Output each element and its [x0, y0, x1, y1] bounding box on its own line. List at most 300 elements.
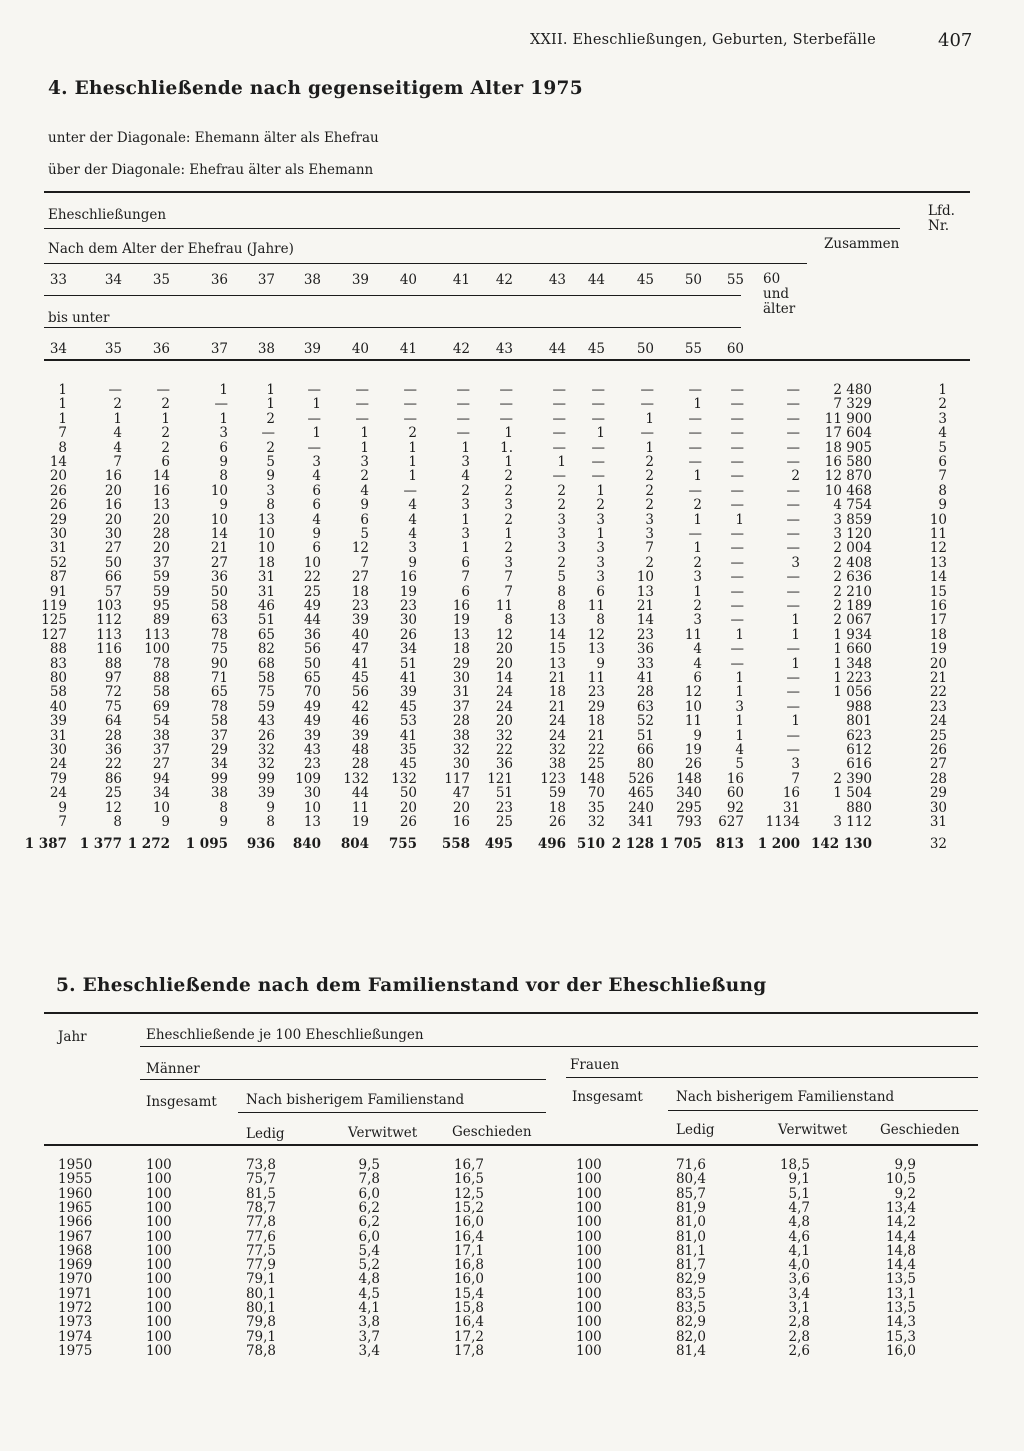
table4-title: 4. Eheschließende nach gegenseitigem Alter 1975	[48, 78, 583, 99]
table4-cell: 27	[210, 554, 228, 571]
table4-cell: 24	[548, 713, 566, 730]
table4-cell: 6	[360, 511, 369, 528]
table4-cell: 23	[587, 684, 605, 701]
table4-cell: 39	[49, 713, 67, 730]
table4-cell: —	[786, 583, 800, 600]
table5-women-cell: 14,3	[885, 1314, 916, 1331]
table4-cell: 1	[693, 511, 702, 528]
table5-rule-4-women	[668, 1110, 978, 1111]
table4-cell: —	[688, 454, 702, 470]
table5-men-cell: 15,2	[453, 1199, 484, 1216]
table5-men-cell: 100	[146, 1342, 172, 1359]
table4-cell: 1	[266, 396, 275, 413]
table4-rule-3	[44, 263, 807, 264]
table4-cell: 32	[257, 742, 275, 758]
table4-cell: 36	[636, 641, 654, 658]
table4-cell: 8	[219, 799, 228, 816]
table4-cell: 7	[113, 454, 122, 470]
table4-cell: —	[786, 511, 800, 528]
table4-header-bottom-rule	[44, 359, 970, 361]
table5-women-cell: 4,6	[788, 1228, 810, 1245]
table5-head-geschieden-men: Geschieden	[452, 1124, 532, 1140]
table4-cell: 26	[684, 756, 702, 773]
table4-cell: —	[786, 425, 800, 442]
table4-cell: —	[552, 382, 566, 398]
table4-cell: 6	[312, 497, 321, 514]
table5-women-cell: 13,4	[885, 1199, 916, 1216]
table4-cell: 19	[684, 742, 702, 758]
table4-cell: 3	[360, 454, 369, 470]
table4-cell: —	[552, 396, 566, 413]
table4-total: 616	[846, 756, 872, 773]
table-row	[0, 556, 1024, 570]
table4-cell: 83	[49, 655, 67, 672]
table4-cell: —	[591, 439, 605, 456]
table5-women-cell: 100	[576, 1257, 602, 1274]
table4-cell: 41	[399, 727, 417, 744]
table4-cell: 28	[152, 526, 170, 542]
table4-row-nr: 19	[929, 641, 947, 658]
table4-cell: 9	[408, 554, 417, 571]
table4-cell: 3	[693, 569, 702, 586]
table4-cell: 2	[645, 468, 654, 485]
table4-cell: 793	[676, 814, 702, 830]
table4-total: 1 934	[833, 626, 872, 643]
table4-cell: 13	[152, 497, 170, 514]
table5-women-cell: 100	[576, 1314, 602, 1331]
table4-cell: 59	[257, 698, 275, 715]
table-row	[0, 1158, 1024, 1172]
table4-cell: 39	[399, 684, 417, 701]
table4-cell: 78	[210, 698, 228, 715]
table4-total: 2 210	[833, 583, 872, 600]
table4-age-to: 50	[636, 341, 654, 357]
table4-cell: 99	[257, 770, 275, 787]
table4-cell: 31	[49, 727, 67, 744]
table4-cell: 2	[557, 482, 566, 499]
table4-cell: 29	[49, 511, 67, 528]
table4-cell: —	[499, 410, 513, 427]
table-row	[0, 1201, 1024, 1215]
table4-cell: —	[786, 727, 800, 744]
table4-cell: 3	[504, 497, 513, 514]
table-row	[0, 671, 1024, 685]
table4-cell: 16	[104, 468, 122, 485]
table4-cell: 9	[312, 526, 321, 542]
table5-women-cell: 82,9	[675, 1314, 706, 1331]
table4-cell: 1	[504, 425, 513, 442]
table-row	[0, 1230, 1024, 1244]
table4-cell: 7	[461, 569, 470, 586]
table4-cell: 9	[219, 497, 228, 514]
table4-cell: —	[591, 454, 605, 470]
table5-women-cell: 4,1	[788, 1242, 810, 1259]
table5-women-cell: 5,1	[788, 1185, 810, 1202]
table4-cell: 10	[152, 799, 170, 816]
table4-cell: 2	[266, 410, 275, 427]
table4-age-from: 42	[495, 272, 513, 288]
table4-cell: —	[456, 396, 470, 413]
table4-cell: —	[552, 439, 566, 456]
table5-women-cell: 81,0	[675, 1214, 706, 1231]
table4-cell: —	[552, 410, 566, 427]
table4-cell: 22	[104, 756, 122, 773]
table4-cell: 20	[152, 540, 170, 557]
table4-cell: —	[456, 410, 470, 427]
table4-cell: 18	[548, 684, 566, 701]
table4-total-cell: 755	[388, 836, 417, 852]
table4-cell: —	[730, 382, 744, 398]
table4-cell: 26	[49, 482, 67, 499]
table4-cell: 72	[104, 684, 122, 701]
table4-cell: 4	[312, 468, 321, 485]
table5-year: 1966	[58, 1214, 93, 1231]
table4-cell: 9	[266, 468, 275, 485]
table4-row-nr: 4	[938, 425, 947, 442]
table4-cell: —	[591, 382, 605, 398]
table5-women-cell: 81,4	[675, 1342, 706, 1359]
table4-age-to: 36	[152, 341, 170, 357]
table4-cell: 80	[636, 756, 654, 773]
table4-cell: 8	[113, 814, 122, 830]
table4-cell: 82	[257, 641, 275, 658]
table4-cell: 30	[303, 785, 321, 802]
table4-cell: 1	[735, 626, 744, 643]
table4-cell: 16	[452, 598, 470, 614]
table4-cell: 58	[210, 598, 228, 614]
table4-cell: 35	[399, 742, 417, 758]
table4-cell: —	[688, 482, 702, 499]
table4-cell: —	[591, 468, 605, 485]
table4-row-nr: 21	[929, 670, 947, 686]
table5-women-cell: 100	[576, 1242, 602, 1259]
table4-cell: 10	[210, 511, 228, 528]
table5-men-cell: 79,1	[245, 1271, 276, 1288]
table4-cell: 240	[628, 799, 654, 816]
table4-total: 2 067	[833, 612, 872, 629]
table4-cell: 18	[452, 641, 470, 658]
table4-cell: 2	[504, 468, 513, 485]
table4-cell: 94	[152, 770, 170, 787]
table4-cell: —	[786, 382, 800, 398]
table4-cell: —	[786, 396, 800, 413]
table4-row-nr: 11	[929, 526, 947, 542]
table4-cell: 97	[104, 670, 122, 686]
table4-cell: 14	[495, 670, 513, 686]
table5-women-cell: 3,6	[788, 1271, 810, 1288]
table5-women-cell: 3,4	[788, 1285, 810, 1302]
table4-cell: 16	[399, 569, 417, 586]
table5-women-cell: 100	[576, 1199, 602, 1216]
table-row	[0, 786, 1024, 800]
table4-cell: —	[786, 684, 800, 701]
table4-cell: —	[355, 382, 369, 398]
table4-cell: 1	[557, 454, 566, 470]
table4-cell: 6	[461, 583, 470, 600]
table4-cell: 3	[219, 425, 228, 442]
table-row	[0, 469, 1024, 483]
table5-women-cell: 13,1	[885, 1285, 916, 1302]
table4-cell: 2	[596, 497, 605, 514]
table5-women-cell: 16,0	[885, 1342, 916, 1359]
table4-cell: 40	[49, 698, 67, 715]
table4-cell: 9	[219, 454, 228, 470]
table4-cell: 25	[104, 785, 122, 802]
table4-cell: 21	[210, 540, 228, 557]
table4-cell: 39	[303, 727, 321, 744]
table4-cell: 14	[152, 468, 170, 485]
table4-cell: 9	[693, 727, 702, 744]
table4-cell: 1	[113, 410, 122, 427]
table4-age-from: 41	[452, 272, 470, 288]
table4-row-nr: 15	[929, 583, 947, 600]
table4-cell: 1	[461, 439, 470, 456]
table-row	[0, 541, 1024, 555]
table4-age-from: 44	[587, 272, 605, 288]
table4-cell: 13	[587, 641, 605, 658]
table4-cell: 22	[587, 742, 605, 758]
table4-cell: —	[261, 425, 275, 442]
table5-year: 1972	[58, 1300, 93, 1316]
table4-cell: —	[307, 382, 321, 398]
table4-cell: 50	[210, 583, 228, 600]
table4-cell: 21	[587, 727, 605, 744]
table4-cell: —	[730, 540, 744, 557]
table4-total: 10 468	[824, 482, 872, 499]
table4-head-bis-unter: bis unter	[48, 310, 110, 326]
table4-cell: 89	[152, 612, 170, 629]
table4-cell: 66	[636, 742, 654, 758]
table4-cell: 28	[636, 684, 654, 701]
table4-age-to: 42	[452, 341, 470, 357]
table5-title: 5. Eheschließende nach dem Familienstand vor der Eheschließung	[56, 975, 767, 996]
table4-cell: 36	[303, 626, 321, 643]
table5-men-cell: 100	[146, 1185, 172, 1202]
table4-cell: 87	[49, 569, 67, 586]
table4-cell: 1	[791, 655, 800, 672]
table4-cell: 20	[495, 641, 513, 658]
table4-total-cell: 2 128	[611, 836, 654, 852]
table4-cell: 117	[444, 770, 470, 787]
table4-cell: 4	[461, 468, 470, 485]
table5-men-cell: 77,9	[245, 1257, 276, 1274]
table5-men-cell: 75,7	[245, 1171, 276, 1188]
table4-cell: —	[403, 482, 417, 499]
table-row	[0, 1272, 1024, 1286]
table4-cell: 6	[461, 554, 470, 571]
table4-cell: 2	[791, 468, 800, 485]
table4-cell: —	[403, 382, 417, 398]
table-row	[0, 1330, 1024, 1344]
table4-cell: 1	[408, 468, 417, 485]
table5-men-cell: 78,8	[245, 1342, 276, 1359]
table4-total-cell: 495	[484, 836, 513, 852]
table4-cell: 8	[266, 497, 275, 514]
table5-women-cell: 2,8	[788, 1314, 810, 1331]
table4-cell: 13	[257, 511, 275, 528]
table5-women-cell: 80,4	[675, 1171, 706, 1188]
table4-row-nr: 14	[929, 569, 947, 586]
table5-women-cell: 15,3	[885, 1328, 916, 1345]
table4-cell: 8	[504, 612, 513, 629]
table4-cell: 43	[303, 742, 321, 758]
table4-cell: —	[786, 742, 800, 758]
table4-cell: 119	[41, 598, 67, 614]
table4-cell: 6	[312, 540, 321, 557]
table4-cell: 1	[693, 468, 702, 485]
table4-cell: —	[786, 526, 800, 542]
table4-age-from: 37	[257, 272, 275, 288]
table4-cell: —	[307, 439, 321, 456]
table4-cell: 148	[579, 770, 605, 787]
table-row	[0, 441, 1024, 455]
table4-cell: 1	[219, 382, 228, 398]
table4-cell: 9	[219, 814, 228, 830]
table4-cell: 3	[557, 526, 566, 542]
table-row	[0, 513, 1024, 527]
table4-cell: 56	[303, 641, 321, 658]
table4-cell: 88	[49, 641, 67, 658]
table4-cell: 3	[596, 511, 605, 528]
table4-cell: 3	[557, 511, 566, 528]
table5-men-cell: 77,5	[245, 1242, 276, 1259]
table4-cell: 22	[303, 569, 321, 586]
table4-cell: 3	[461, 497, 470, 514]
table4-cell: 39	[351, 612, 369, 629]
table4-cell: —	[730, 482, 744, 499]
table4-cell: —	[786, 439, 800, 456]
table4-cell: —	[786, 569, 800, 586]
table4-age-to: 60	[726, 341, 744, 357]
table4-cell: 65	[303, 670, 321, 686]
table5-men-cell: 16,5	[453, 1171, 484, 1188]
table4-cell: 8	[58, 439, 67, 456]
table-row	[0, 484, 1024, 498]
table4-cell: 4	[693, 641, 702, 658]
table4-cell: —	[640, 382, 654, 398]
table5-women-cell: 81,0	[675, 1228, 706, 1245]
table4-cell: 7	[504, 569, 513, 586]
table4-cell: 91	[49, 583, 67, 600]
table4-row-nr: 30	[929, 799, 947, 816]
table4-cell: 2	[461, 482, 470, 499]
table4-cell: 6	[693, 670, 702, 686]
table5-men-cell: 100	[146, 1199, 172, 1216]
table4-cell: 2	[645, 454, 654, 470]
table4-age-from: 39	[351, 272, 369, 288]
table-row	[0, 1315, 1024, 1329]
table4-total-cell: 840	[292, 836, 321, 852]
table-row	[0, 815, 1024, 829]
table4-cell: 1	[219, 410, 228, 427]
table4-cell: 2	[408, 425, 417, 442]
table4-cell: —	[786, 698, 800, 715]
table5-men-cell: 4,8	[358, 1271, 380, 1288]
table4-total: 4 754	[833, 497, 872, 514]
table4-cell: 7	[645, 540, 654, 557]
table4-cell: 60	[726, 785, 744, 802]
table4-total: 2 480	[833, 382, 872, 398]
table4-cell: —	[156, 382, 170, 398]
table4-total-cell: 1 272	[127, 836, 170, 852]
table4-cell: 1	[735, 727, 744, 744]
table4-cell: 88	[104, 655, 122, 672]
table4-cell: —	[499, 382, 513, 398]
table4-cell: 28	[452, 713, 470, 730]
table4-total-cell: 804	[340, 836, 369, 852]
table-row	[0, 383, 1024, 397]
table4-cell: 2	[645, 482, 654, 499]
table4-total-cell: 813	[715, 836, 744, 852]
table4-cell: 31	[257, 583, 275, 600]
table5-men-cell: 4,1	[358, 1300, 380, 1316]
table5-women-cell: 14,4	[885, 1228, 916, 1245]
table-row	[0, 743, 1024, 757]
table4-cell: 45	[351, 670, 369, 686]
table4-cell: 1	[312, 425, 321, 442]
table4-cell: 295	[676, 799, 702, 816]
table4-cell: 29	[587, 698, 605, 715]
table4-row-nr: 25	[929, 727, 947, 744]
table4-total: 3 112	[833, 814, 872, 830]
table4-row-nr: 20	[929, 655, 947, 672]
table4-total-cell: 510	[576, 836, 605, 852]
table4-cell: 65	[210, 684, 228, 701]
table5-women-cell: 100	[576, 1342, 602, 1359]
table5-women-cell: 81,1	[675, 1242, 706, 1259]
table4-age-from: 50	[684, 272, 702, 288]
table5-head-insgesamt-women: Insgesamt	[572, 1089, 643, 1105]
table5-head-geschieden-women: Geschieden	[880, 1122, 960, 1138]
table4-cell: —	[214, 396, 228, 413]
table5-men-cell: 5,2	[358, 1257, 380, 1274]
table4-rule-2	[44, 228, 900, 229]
table5-women-cell: 9,9	[894, 1157, 916, 1173]
table4-cell: 50	[399, 785, 417, 802]
table4-total: 1 348	[833, 655, 872, 672]
table5-year: 1971	[58, 1285, 93, 1302]
table4-row-nr: 9	[938, 497, 947, 514]
table4-cell: —	[688, 526, 702, 542]
table4-cell: 37	[152, 554, 170, 571]
table5-men-cell: 77,6	[245, 1228, 276, 1245]
table4-cell: 23	[399, 598, 417, 614]
table4-total: 17 604	[824, 425, 872, 442]
table4-total: 2 408	[833, 554, 872, 571]
table4-cell: —	[786, 540, 800, 557]
table4-total: 1 056	[833, 684, 872, 701]
table5-men-cell: 100	[146, 1242, 172, 1259]
table4-cell: 3	[312, 454, 321, 470]
table4-cell: 11	[351, 799, 369, 816]
table4-total: 2 004	[833, 540, 872, 557]
table4-cell: —	[730, 655, 744, 672]
table4-cell: 148	[676, 770, 702, 787]
table4-cell: 1	[408, 439, 417, 456]
table4-row-nr: 31	[929, 814, 947, 830]
table4-cell: —	[730, 425, 744, 442]
table4-cell: 20	[104, 482, 122, 499]
table4-row-nr: 27	[929, 756, 947, 773]
table4-cell: 1	[312, 396, 321, 413]
table4-cell: 31	[452, 684, 470, 701]
table5-men-cell: 17,8	[453, 1342, 484, 1359]
table5-women-cell: 100	[576, 1300, 602, 1316]
table4-cell: —	[403, 396, 417, 413]
table4-cell: 4	[312, 511, 321, 528]
table4-cell: 29	[210, 742, 228, 758]
table4-total: 3 859	[833, 511, 872, 528]
